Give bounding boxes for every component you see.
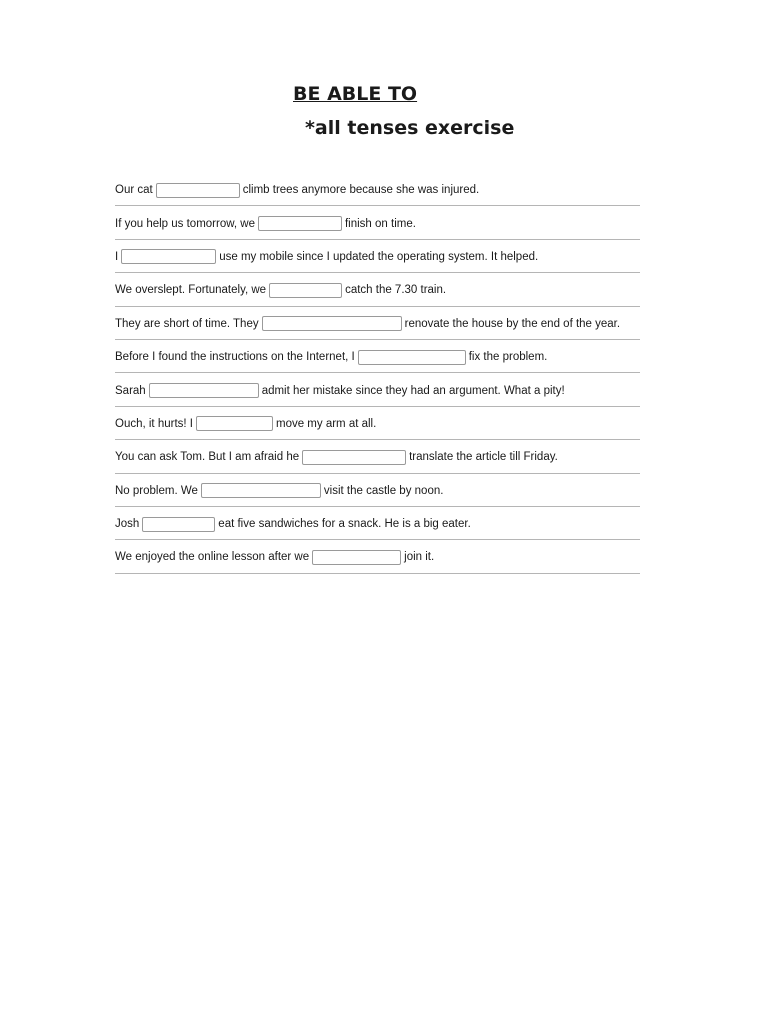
exercise-row-7: [115, 373, 640, 406]
sentence-text-before: No problem. We: [115, 484, 198, 497]
exercise-list: [115, 173, 640, 574]
exercise-row-6: [115, 340, 640, 373]
answer-input-7[interactable]: [149, 383, 259, 398]
sentence-text-before: Our cat: [115, 184, 153, 197]
answer-input-12[interactable]: [312, 550, 401, 565]
answer-input-2[interactable]: [258, 216, 342, 231]
answer-input-9[interactable]: [302, 450, 406, 465]
sentence-text-before: You can ask Tom. But I am afraid he: [115, 451, 300, 464]
sentence-text-after: renovate the house by the end of the year.: [404, 317, 621, 330]
sentence-text-before: We enjoyed the online lesson after we: [115, 551, 310, 564]
answer-input-10[interactable]: [201, 483, 321, 498]
answer-input-8[interactable]: [196, 416, 273, 431]
sentence-text-after: use my mobile since I updated the operating system. It helped.: [219, 250, 539, 263]
answer-input-11[interactable]: [142, 517, 215, 532]
sentence-text-before: Josh: [115, 518, 140, 531]
sentence-text-after: join it.: [404, 551, 435, 564]
sentence-text-after: admit her mistake since they had an argument. What a pity!: [261, 384, 565, 397]
sentence-text-after: move my arm at all.: [275, 417, 377, 430]
exercise-row-12: [115, 540, 640, 573]
sentence-text-before: Before I found the instructions on the Internet, I: [115, 351, 355, 364]
sentence-text-before: If you help us tomorrow, we: [115, 217, 255, 230]
exercise-row-3: [115, 240, 640, 273]
exercise-row-1: [115, 173, 640, 206]
answer-input-5[interactable]: [262, 316, 402, 331]
page-title: BE ABLE TO: [293, 83, 418, 105]
sentence-text-before: We overslept. Fortunately, we: [115, 284, 267, 297]
sentence-text-before: Sarah: [115, 384, 146, 397]
exercise-row-10: [115, 474, 640, 507]
sentence-text-after: visit the castle by noon.: [323, 484, 444, 497]
sentence-text-before: They are short of time. They: [115, 317, 259, 330]
sentence-text-after: fix the problem.: [468, 351, 548, 364]
sentence-text-after: catch the 7.30 train.: [345, 284, 447, 297]
exercise-row-8: [115, 407, 640, 440]
answer-input-1[interactable]: [156, 183, 240, 198]
exercise-row-5: [115, 307, 640, 340]
exercise-row-2: [115, 206, 640, 239]
sentence-text-after: translate the article till Friday.: [409, 451, 558, 464]
exercise-row-9: [115, 440, 640, 473]
answer-input-6[interactable]: [358, 350, 466, 365]
exercise-row-11: [115, 507, 640, 540]
answer-input-4[interactable]: [269, 283, 342, 298]
page-subtitle: *all tenses exercise: [305, 117, 515, 139]
exercise-row-4: [115, 273, 640, 306]
sentence-text-before: Ouch, it hurts! I: [115, 417, 193, 430]
sentence-text-before: I: [115, 250, 119, 263]
sentence-text-after: climb trees anymore because she was injured.: [242, 184, 480, 197]
sentence-text-after: finish on time.: [344, 217, 416, 230]
answer-input-3[interactable]: [121, 249, 216, 264]
sentence-text-after: eat five sandwiches for a snack. He is a big eater.: [218, 518, 471, 531]
